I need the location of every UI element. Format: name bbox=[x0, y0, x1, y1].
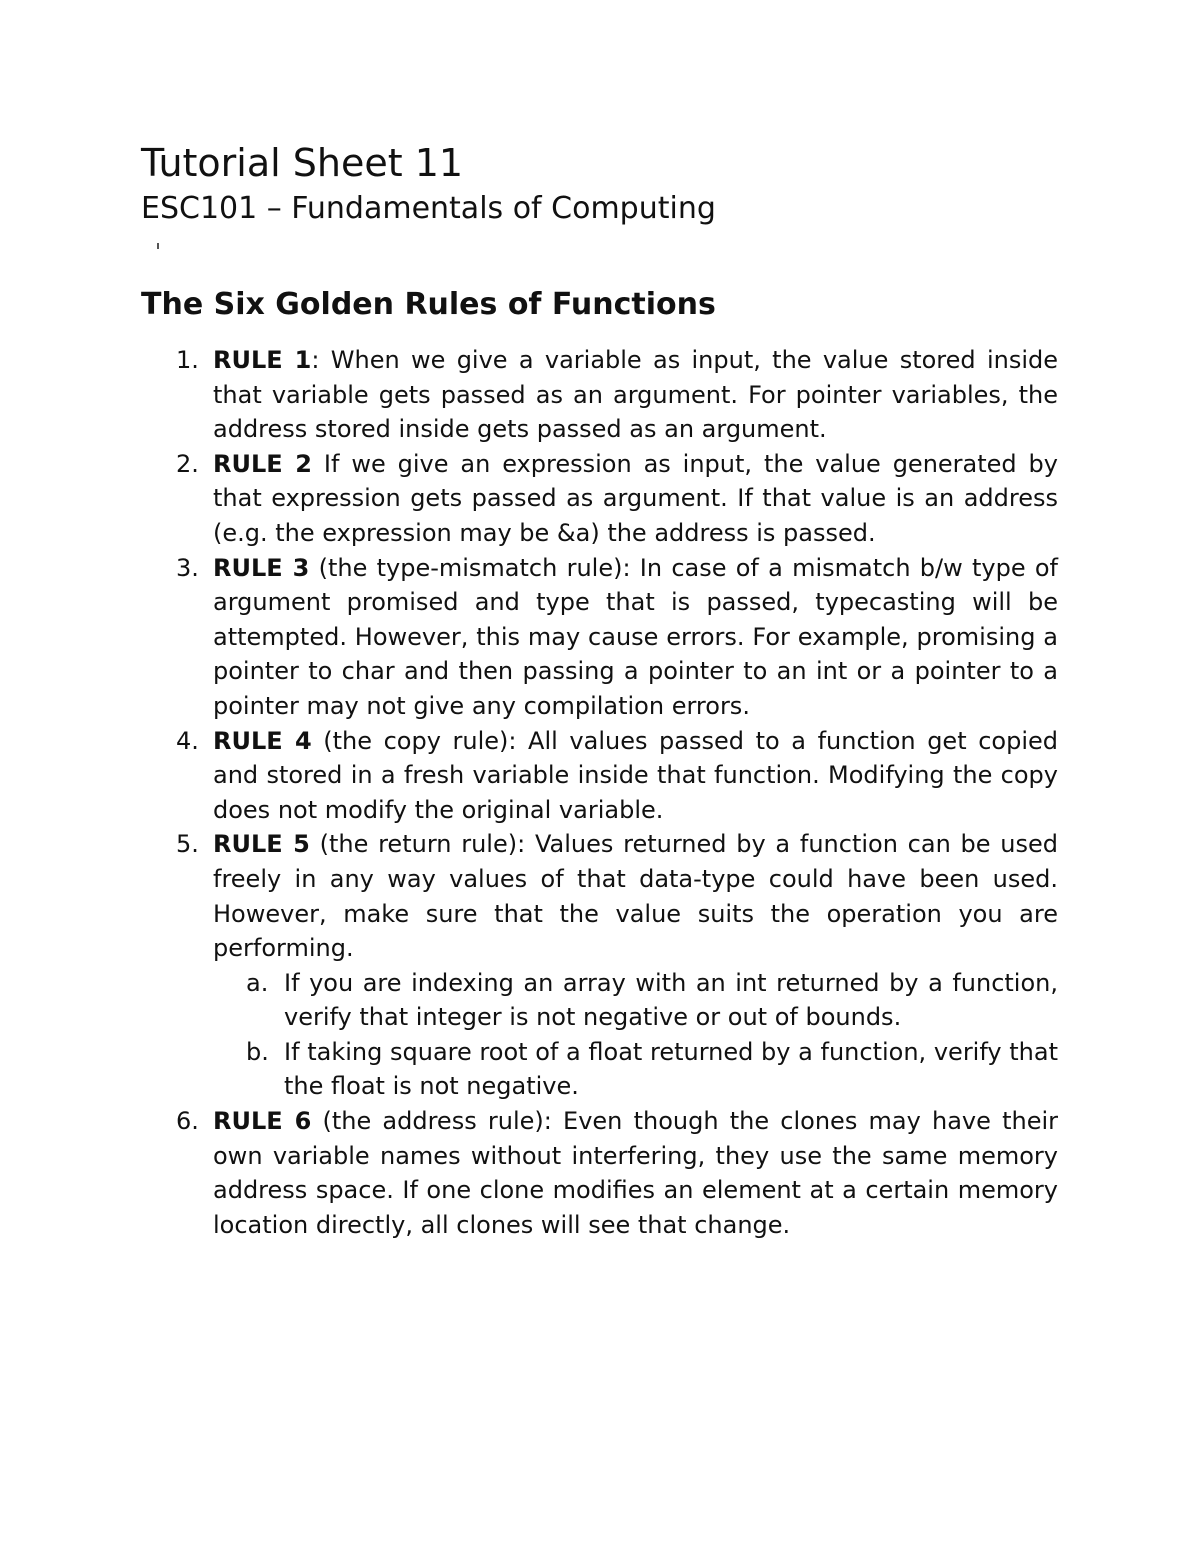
rule-name: RULE 6 bbox=[213, 1107, 312, 1136]
rule-text: (the return rule): Values returned by a function can be used freely in any way values of that data-type could have been used. However, make sure that the value suits the operation you are performing. bbox=[213, 830, 1058, 963]
rule-name: RULE 3 bbox=[213, 553, 310, 582]
rule-5 bbox=[176, 827, 1058, 1104]
rule-1 bbox=[176, 343, 1058, 447]
rule-name: RULE 1 bbox=[213, 346, 312, 374]
rule-number: 6. bbox=[176, 1107, 199, 1136]
sub-item-b bbox=[246, 1035, 1058, 1104]
document-subtitle: ESC101 – Fundamentals of Computing bbox=[141, 191, 716, 226]
stray-mark bbox=[157, 243, 159, 249]
rule-text: If we give an expression as input, the value generated by that expression gets passed as argument. If that value is an address (e.g. the expression may be &a) the address is passed. bbox=[213, 449, 1058, 547]
rules-list bbox=[0, 343, 1200, 1242]
sub-item-letter: a. bbox=[246, 968, 269, 997]
rule-number: 3. bbox=[176, 553, 199, 582]
rule-number: 4. bbox=[176, 726, 199, 755]
rule-text: (the type-mismatch rule): In case of a mismatch b/w type of argument promised and type that is passed, typecasting will be attempted. However, this may cause errors. For example, promising a pointer to char and then passing a pointer to an int or a pointer to a pointer may not give any compilation errors. bbox=[213, 553, 1058, 720]
rule-text: (the copy rule): All values passed to a function get copied and stored in a fresh variable inside that function. Modifying the copy does not modify the original variable. bbox=[213, 726, 1058, 824]
document-title: Tutorial Sheet 11 bbox=[141, 141, 464, 185]
sub-item-a bbox=[246, 966, 1058, 1035]
rule-text: (the address rule): Even though the clones may have their own variable names without interfering, they use the same memory address space. If one clone modifies an element at a certain memory location directly, all clones will see that change. bbox=[213, 1107, 1058, 1239]
rule-4 bbox=[176, 724, 1058, 828]
rule-name: RULE 2 bbox=[213, 449, 312, 478]
rule-name: RULE 5 bbox=[213, 830, 310, 859]
sub-item-letter: b. bbox=[246, 1037, 269, 1066]
rule-number: 2. bbox=[176, 449, 199, 478]
sub-list bbox=[213, 966, 1058, 1104]
rule-6 bbox=[176, 1104, 1058, 1242]
rule-name: RULE 4 bbox=[213, 726, 312, 755]
rule-text: : When we give a variable as input, the value stored inside that variable gets passed as an argument. For pointer variables, the address stored inside gets passed as an argument. bbox=[213, 346, 1058, 444]
section-heading: The Six Golden Rules of Functions bbox=[141, 287, 716, 322]
rule-3 bbox=[176, 551, 1058, 724]
rule-number: 1. bbox=[176, 346, 199, 374]
sub-item-text: If you are indexing an array with an int returned by a function, verify that integer is not negative or out of bounds. bbox=[284, 968, 1058, 1032]
rule-2 bbox=[176, 447, 1058, 551]
sub-item-text: If taking square root of a float returned by a function, verify that the float is not negative. bbox=[284, 1037, 1058, 1101]
rule-number: 5. bbox=[176, 830, 199, 859]
